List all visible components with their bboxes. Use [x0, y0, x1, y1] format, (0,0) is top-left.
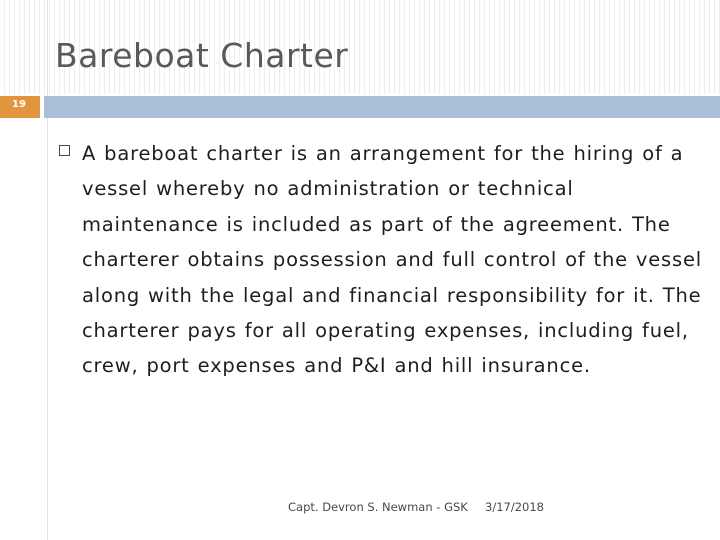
accent-bar [0, 96, 720, 118]
footer-author: Capt. Devron S. Newman - GSK [288, 500, 468, 514]
bullet-text: A bareboat charter is an arrangement for the hiring of a vessel whereby no administration or technical maintenance is included as part of the agreement. The charterer obtains possession and full control of the vessel along with the legal and financial responsibility for it. The charterer pays for all operating expenses, including fuel, crew, port expenses and P&I and hill insurance. [82, 142, 702, 378]
slide-title: Bareboat Charter [55, 36, 349, 75]
left-divider [47, 0, 48, 540]
square-bullet-icon [59, 145, 70, 156]
slide-number: 19 [12, 99, 26, 110]
footer-date: 3/17/2018 [485, 500, 544, 514]
accent-bar-blue [44, 96, 720, 118]
